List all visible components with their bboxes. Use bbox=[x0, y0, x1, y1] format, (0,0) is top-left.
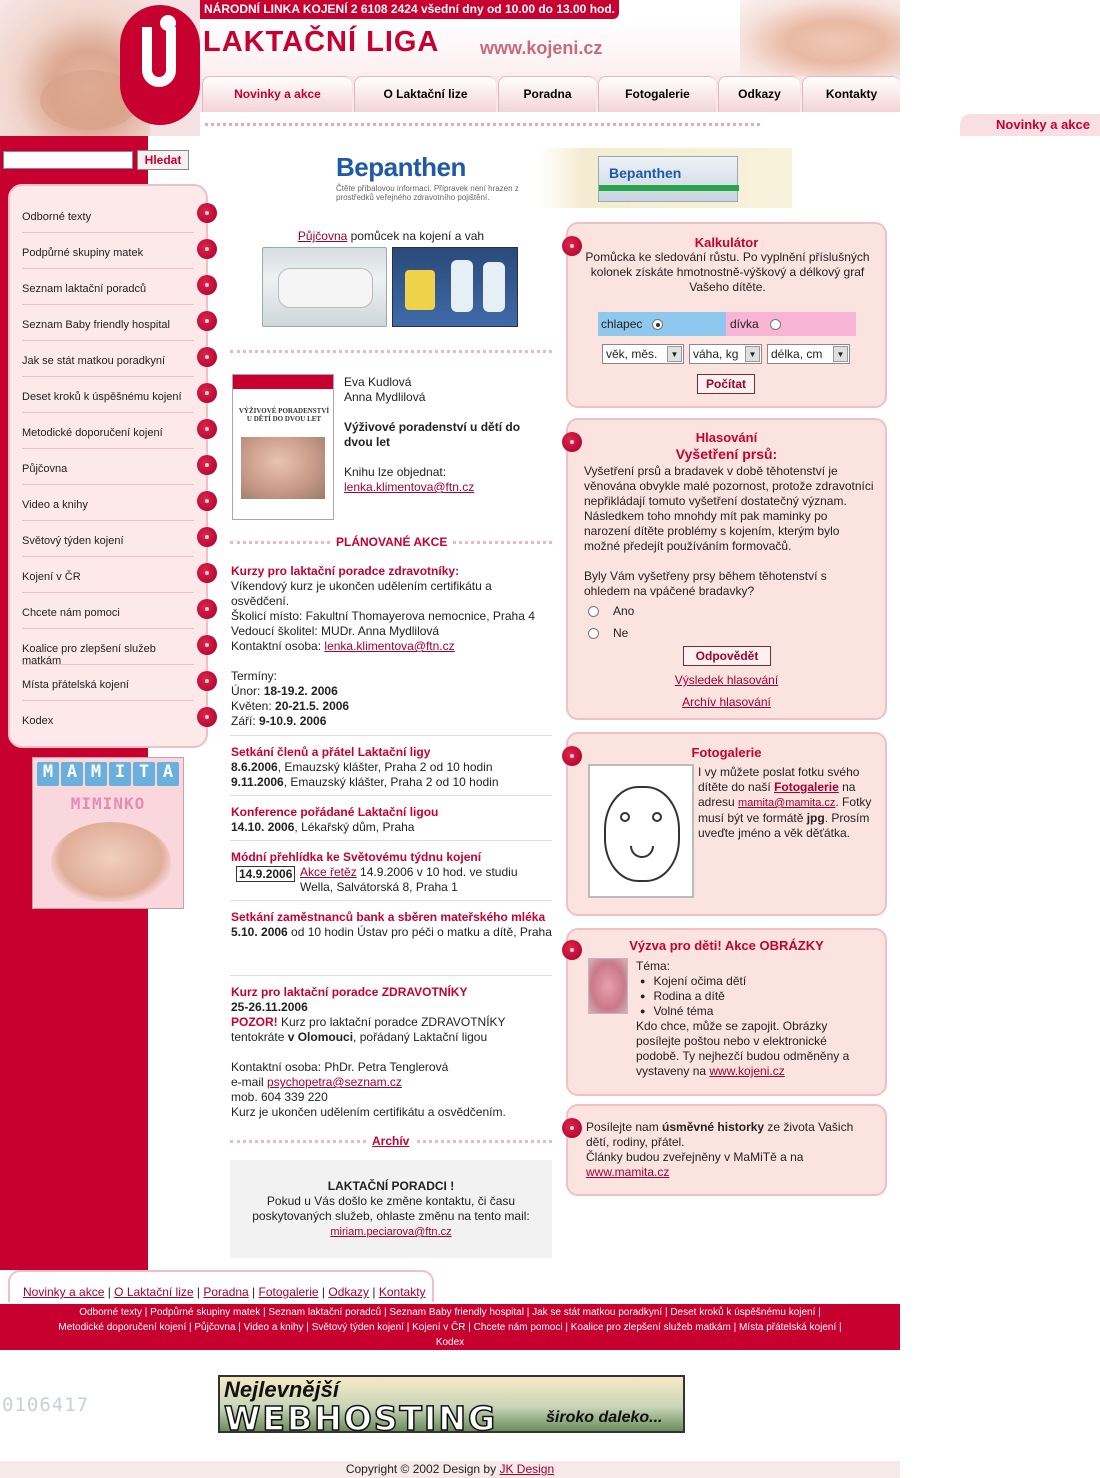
footer-link[interactable]: Seznam Baby friendly hospital bbox=[389, 1307, 524, 1318]
stories-box bbox=[566, 1104, 887, 1196]
event-title: Módní přehlídka ke Světovému týdnu kojení bbox=[231, 850, 482, 864]
calculate-button[interactable]: Počítat bbox=[697, 374, 755, 394]
banner-line: široko daleko... bbox=[546, 1409, 663, 1426]
poll-archive-link[interactable]: Archív hlasování bbox=[682, 695, 771, 709]
boy-radio[interactable] bbox=[652, 319, 663, 330]
chevron-down-icon: ▼ bbox=[745, 346, 760, 362]
list-item: ● Kojení očima dětí bbox=[636, 974, 866, 989]
weight-select[interactable] bbox=[689, 344, 762, 364]
dotted-divider bbox=[230, 350, 552, 353]
poll-option-yes[interactable] bbox=[588, 604, 634, 619]
event-date-badge: 14.9.2006 bbox=[236, 866, 295, 882]
weight-select-value: váha, kg bbox=[693, 347, 739, 361]
bepanthen-ad[interactable] bbox=[330, 148, 792, 208]
event-divider bbox=[230, 840, 552, 841]
rental-text: pomůcek na kojení a vah bbox=[347, 229, 485, 243]
sidebar-bullet-icon bbox=[197, 419, 217, 439]
ad-disclaimer: Čtěte příbalovou informaci. Přípravek není hrazen z prostředků veřejného zdravotního pojištění. bbox=[336, 184, 519, 202]
sketch-face bbox=[604, 786, 680, 882]
length-select-value: délka, cm bbox=[771, 347, 823, 361]
bepanthen-product-image bbox=[598, 156, 738, 202]
footer-link[interactable]: Poradna bbox=[203, 1285, 249, 1299]
footer-link[interactable]: Video a knihy bbox=[243, 1322, 304, 1333]
event-line bbox=[231, 760, 553, 775]
book-info bbox=[344, 375, 554, 495]
boy-label: chlapec bbox=[601, 317, 643, 331]
cover-title: VÝŽIVOVÉ PORADENSTVÍ U DĚTÍ DO DVOU LET bbox=[238, 407, 330, 423]
cover-photo bbox=[241, 437, 325, 499]
poll-result-link[interactable]: Výsledek hlasování bbox=[674, 673, 779, 687]
sidebar-item-metodicke[interactable]: Metodické doporučení kojení bbox=[22, 413, 194, 449]
pump-part bbox=[405, 270, 435, 310]
poll-subtitle: Vyšetření prsů: bbox=[675, 446, 778, 462]
gallery-link[interactable]: Fotogalerie bbox=[774, 780, 839, 794]
sketch-eye bbox=[620, 812, 630, 822]
stories-text-part: Posílejte nam bbox=[586, 1120, 663, 1134]
footer-link[interactable]: O Laktační lize bbox=[114, 1285, 194, 1299]
baby-photo bbox=[51, 822, 171, 902]
event-contact bbox=[231, 639, 553, 654]
sidebar-item-pujcovna[interactable]: Půjčovna bbox=[22, 449, 194, 485]
box-bullet-icon bbox=[562, 1118, 582, 1138]
baby-sketch-image[interactable] bbox=[588, 764, 694, 898]
gallery-email[interactable]: mamita@mamita.cz bbox=[738, 797, 836, 809]
event-line bbox=[231, 775, 553, 790]
event-text: Kurz je ukončen udělením certifikátu a osvědčením. bbox=[231, 1105, 506, 1119]
event-date: 8.6.2006 bbox=[231, 760, 278, 774]
event-title: Setkání členů a přátel Laktační ligy bbox=[231, 745, 431, 759]
event-milk-bank bbox=[231, 910, 553, 940]
sidebar-item-deset-kroku[interactable]: Deset kroků k úspěšnému kojení bbox=[22, 377, 194, 413]
term-date: 18-19.2. 2006 bbox=[263, 684, 338, 698]
tab-poradna[interactable]: Poradna bbox=[498, 76, 596, 112]
event-text: Kurz pro laktační poradce ZDRAVOTNÍKY bbox=[277, 1015, 506, 1029]
sidebar-bullet-icon bbox=[197, 203, 217, 223]
stories-link[interactable]: www.mamita.cz bbox=[586, 1165, 670, 1179]
footer-link[interactable]: Odborné texty bbox=[79, 1307, 143, 1318]
gallery-text-part: . Fotky musí být ve formátě bbox=[698, 795, 872, 825]
event-divider bbox=[230, 900, 552, 901]
calculator-text: Pomůcka ke sledování růstu. Po vyplnění příslušných kolonek získáte hmotnostně-výškový a délkový graf Vašeho dítěte. bbox=[585, 250, 870, 294]
current-section-label: Novinky a akce bbox=[960, 114, 1100, 136]
bepanthen-logo: Bepanthen bbox=[336, 152, 466, 182]
sidebar-item-koalice[interactable]: Koalice pro zlepšení služeb matkám bbox=[22, 629, 194, 665]
boy-option[interactable] bbox=[598, 312, 726, 336]
footer-link[interactable]: Metodické doporučení kojení bbox=[58, 1322, 187, 1333]
event-line bbox=[300, 865, 560, 895]
list-item: ● Volné téma bbox=[636, 1004, 866, 1019]
sidebar-bullet-icon bbox=[197, 707, 217, 727]
age-select[interactable] bbox=[602, 344, 684, 364]
term-month: Září: bbox=[231, 714, 260, 728]
sidebar-bullet-icon bbox=[197, 455, 217, 475]
gallery-title: Fotogalerie bbox=[691, 745, 762, 760]
footer-link[interactable]: Deset kroků k úspěšnému kojení bbox=[670, 1307, 816, 1318]
brand-title[interactable]: LAKTAČNÍ LIGA bbox=[203, 26, 440, 58]
pump-bottle bbox=[451, 260, 473, 312]
book-author: Eva Kudlová bbox=[344, 375, 412, 389]
tab-fotogalerie[interactable]: Fotogalerie bbox=[598, 76, 716, 112]
poll-text: Vyšetření prsů a bradavek v době těhotenství je věnována obvykle malé pozornost, protože zdravotníci nepřikládají tomuto vyšetření dostatečný význam. Následkem toho mnohdy mít pak maminky po narození dítěte problémy s kojením, kterým bylo možné předejít používáním formovačů. bbox=[584, 464, 874, 553]
sidebar-item-chcete-pomoci[interactable]: Chcete nám pomoci bbox=[22, 593, 194, 629]
sidebar-item-seznam-poradcu[interactable]: Seznam laktační poradců bbox=[22, 269, 194, 305]
event-title: Konference pořádané Laktační ligou bbox=[231, 805, 439, 819]
poll-title: Hlasování bbox=[695, 430, 758, 445]
logo-mark[interactable] bbox=[120, 5, 200, 125]
sidebar-bullet-icon bbox=[197, 275, 217, 295]
product-label: Bepanthen bbox=[609, 165, 682, 181]
main-nav bbox=[200, 76, 900, 112]
event-link[interactable]: Akce řetěz bbox=[300, 865, 357, 879]
event-term bbox=[231, 714, 553, 729]
call-link[interactable]: www.kojeni.cz bbox=[709, 1064, 785, 1078]
event-text: , pořádaný Laktační ligou bbox=[353, 1030, 488, 1044]
footer-link[interactable]: Místa přátelská kojení bbox=[738, 1322, 837, 1333]
hotline-banner: NÁRODNÍ LINKA KOJENÍ 2 6108 2424 všední dny od 10.00 do 13.00 hod. bbox=[200, 0, 619, 19]
event-place: v Olomouci bbox=[287, 1030, 354, 1044]
search-button[interactable]: Hledat bbox=[137, 150, 189, 170]
no-radio[interactable] bbox=[588, 628, 599, 639]
mamita-letter: M bbox=[85, 762, 107, 786]
call-text bbox=[636, 959, 866, 1079]
yes-radio[interactable] bbox=[588, 606, 599, 617]
gallery-text-part: na adresu bbox=[698, 780, 856, 809]
event-line bbox=[231, 1030, 553, 1045]
planned-events-heading: PLÁNOVANÉ AKCE bbox=[330, 535, 453, 549]
sidebar-bullet-icon bbox=[197, 491, 217, 511]
sidebar-bullet-icon bbox=[197, 239, 217, 259]
calculator-box bbox=[566, 222, 887, 408]
footer-link[interactable]: Fotogalerie bbox=[258, 1285, 319, 1299]
designer-link[interactable]: JK Design bbox=[499, 1462, 555, 1476]
book-order-label: Knihu lze objednat: bbox=[344, 465, 447, 479]
notice-email[interactable]: miriam.peciarova@ftn.cz bbox=[330, 1226, 452, 1238]
event-title: Kurzy pro laktační poradce zdravotníky: bbox=[231, 564, 460, 578]
event-course bbox=[231, 564, 553, 729]
section-strip bbox=[200, 112, 1090, 136]
event-text: od 10 hodin Ústav pro péči o matku a dítě, Praha bbox=[287, 925, 552, 939]
cover-top-bar bbox=[233, 375, 333, 389]
archive-link[interactable]: Archív bbox=[366, 1134, 415, 1148]
spacer bbox=[231, 654, 553, 669]
girl-label: dívka bbox=[730, 317, 759, 331]
mamita-letter: A bbox=[61, 762, 83, 786]
event-date: 9.11.2006 bbox=[231, 775, 284, 789]
poll-box bbox=[566, 418, 887, 720]
rental-line bbox=[230, 229, 552, 243]
tab-kontakty[interactable]: Kontakty bbox=[802, 76, 900, 112]
event-contact-label: Kontaktní osoba: bbox=[231, 639, 325, 653]
call-box bbox=[566, 928, 887, 1096]
book-author: Anna Mydlilová bbox=[344, 390, 426, 404]
footer-link[interactable]: Kodex bbox=[435, 1337, 465, 1348]
event-title: Kurz pro laktační poradce ZDRAVOTNÍKY bbox=[231, 985, 468, 999]
event-text: , Emauzský klášter, Praha 2 od 10 hodin bbox=[277, 760, 493, 774]
footer-link[interactable]: Novinky a akce bbox=[23, 1285, 105, 1299]
footer-link[interactable]: Kojení v ČR bbox=[412, 1322, 466, 1333]
sidebar-item-matkou-poradkyni[interactable]: Jak se stát matkou poradkyní bbox=[22, 341, 194, 377]
child-drawing-image[interactable] bbox=[588, 958, 628, 1014]
event-line bbox=[231, 820, 553, 835]
mamita-banner[interactable] bbox=[32, 757, 184, 909]
tab-o-laktacni-lize[interactable]: O Laktační lize bbox=[354, 76, 496, 112]
poll-question: Byly Vám vyšetřeny prsy během těhotenství s ohledem na vpáčené bradavky? bbox=[584, 569, 827, 598]
event-text: , Emauzský klášter, Praha 2 od 10 hodin bbox=[283, 775, 499, 789]
sidebar-menu bbox=[8, 184, 208, 748]
breast-pump-image[interactable] bbox=[392, 247, 518, 327]
mamita-letter: T bbox=[133, 762, 155, 786]
footer-link[interactable]: Podpůrné skupiny matek bbox=[150, 1307, 261, 1318]
event-date: 14.10. 2006 bbox=[231, 820, 295, 834]
event-divider bbox=[230, 735, 552, 736]
sidebar-bullet-icon bbox=[197, 671, 217, 691]
event-text: Vedoucí školitel: MUDr. Anna Mydlilová bbox=[231, 624, 440, 638]
event-date: 25-26.11.2006 bbox=[231, 1000, 308, 1014]
event-email-label: e-mail bbox=[231, 1075, 268, 1089]
footer-link[interactable]: Světový týden kojení bbox=[311, 1322, 404, 1333]
notice-box bbox=[230, 1160, 552, 1258]
sidebar-bullet-icon bbox=[197, 311, 217, 331]
scale-shape bbox=[278, 268, 373, 308]
gallery-format: jpg bbox=[806, 811, 825, 825]
gallery-text-part: . Prosím uveďte jméno a věk děťátka. bbox=[698, 811, 870, 840]
baby-scale-image[interactable] bbox=[262, 247, 387, 327]
call-title: Výzva pro děti! Akce OBRÁZKY bbox=[629, 938, 824, 953]
yes-label: Ano bbox=[613, 604, 635, 618]
event-text: 14.9.2006 v 10 hod. ve studiu bbox=[356, 865, 518, 879]
term-date: 20-21.5. 2006 bbox=[275, 699, 350, 713]
notice-text: Pokud u Vás došlo ke změne kontaktu, či času poskytovaných služeb, ohlaste změnu na tento mail: bbox=[252, 1194, 530, 1223]
pump-bottle bbox=[483, 262, 505, 312]
webhosting-banner[interactable] bbox=[218, 1375, 685, 1438]
logo-j bbox=[142, 27, 176, 87]
call-body: Kdo chce, může se zapojit. Obrázky posílejte poštou nebo v elektronické podobě. Ty nejhezčí budou odměněny a vystaveny na bbox=[636, 1019, 850, 1078]
sidebar-bullet-icon bbox=[197, 527, 217, 547]
stories-text bbox=[586, 1120, 876, 1180]
stories-bold: úsměvné historky bbox=[662, 1120, 765, 1134]
sidebar-item-video-knihy[interactable]: Video a knihy bbox=[22, 485, 194, 521]
footer-link[interactable]: Jak se stát matkou poradkyní bbox=[532, 1307, 663, 1318]
tab-novinky[interactable]: Novinky a akce bbox=[202, 76, 352, 112]
event-meeting bbox=[231, 745, 553, 790]
tab-odkazy[interactable]: Odkazy bbox=[718, 76, 800, 112]
event-line bbox=[231, 925, 553, 940]
search-input[interactable] bbox=[3, 151, 133, 169]
no-label: Ne bbox=[613, 626, 629, 640]
mamita-letter: I bbox=[109, 762, 131, 786]
event-email-line bbox=[231, 1075, 553, 1090]
sidebar-item-baby-friendly[interactable]: Seznam Baby friendly hospital bbox=[22, 305, 194, 341]
mamita-letter: M bbox=[37, 762, 59, 786]
product-stripe bbox=[599, 185, 739, 191]
miminko-label: MIMINKO bbox=[70, 794, 146, 813]
sidebar-item-kojeni-v-cr[interactable]: Kojení v ČR bbox=[22, 557, 194, 593]
event-phone: mob. 604 339 220 bbox=[231, 1090, 328, 1104]
length-select[interactable] bbox=[767, 344, 850, 364]
sidebar-bullet-icon bbox=[197, 347, 217, 367]
copyright-text: Copyright © 2002 Design by bbox=[345, 1462, 500, 1476]
gallery-box bbox=[566, 732, 887, 916]
event-text: , Lékařský dům, Praha bbox=[294, 820, 415, 834]
footer-link[interactable]: Koalice pro zlepšení služeb matkám bbox=[570, 1322, 731, 1333]
sidebar-item-podpurne-skupiny[interactable]: Podpůrné skupiny matek bbox=[22, 233, 194, 269]
footer-link[interactable]: Odkazy bbox=[328, 1285, 370, 1299]
visit-counter: 0106417 bbox=[2, 1394, 90, 1416]
chevron-down-icon: ▼ bbox=[667, 346, 682, 362]
event-email-link[interactable]: psychopetra@seznam.cz bbox=[267, 1075, 402, 1089]
event-body bbox=[231, 865, 553, 895]
term-month: Únor: bbox=[231, 684, 264, 698]
event-text: Víkendový kurz je ukončen udělením certifikátu a osvědčení. bbox=[231, 579, 492, 608]
event-contact-email[interactable]: lenka.klimentova@ftn.cz bbox=[324, 639, 455, 653]
rental-link[interactable]: Půjčovna bbox=[297, 229, 348, 243]
chevron-down-icon: ▼ bbox=[833, 346, 848, 362]
copyright bbox=[0, 1461, 900, 1478]
sidebar-item-mista-pratelska[interactable]: Místa přátelská kojení bbox=[22, 665, 194, 701]
stories-text-part: Články budou zveřejněny v MaMiTě a na bbox=[586, 1150, 804, 1164]
search-bar bbox=[0, 148, 200, 172]
event-text: tentokráte bbox=[231, 1030, 288, 1044]
footer-link[interactable]: Chcete nám pomoci bbox=[473, 1322, 563, 1333]
gallery-text-part: I vy můžete poslat fotku svého dítěte do naší bbox=[698, 765, 860, 794]
event-title: Setkání zaměstnanců bank a sběren mateřského mléka bbox=[231, 910, 546, 924]
banner-line: WEBHOSTING bbox=[224, 1399, 498, 1438]
vote-button[interactable]: Odpovědět bbox=[683, 646, 771, 666]
footer-link[interactable]: Půjčovna bbox=[194, 1322, 236, 1333]
event-line bbox=[231, 1015, 553, 1030]
poll-option-no[interactable] bbox=[588, 626, 628, 641]
term-date: 9-10.9. 2006 bbox=[259, 714, 327, 728]
header-baby-photo bbox=[740, 0, 900, 76]
call-theme-list bbox=[636, 974, 866, 1019]
call-theme-label: Téma: bbox=[636, 959, 671, 973]
event-fashion-show bbox=[231, 850, 553, 895]
event-divider bbox=[230, 975, 552, 976]
brand-url[interactable]: www.kojeni.cz bbox=[480, 38, 603, 58]
event-text: Wella, Salvátorská 8, Praha 1 bbox=[300, 880, 458, 894]
book-order-email[interactable]: lenka.klimentova@ftn.cz bbox=[344, 480, 475, 494]
event-terms-label: Termíny: bbox=[231, 669, 278, 683]
event-divider bbox=[230, 795, 552, 796]
event-warning: POZOR! bbox=[231, 1015, 278, 1029]
event-conference bbox=[231, 805, 553, 835]
girl-option[interactable] bbox=[726, 312, 856, 336]
dotted-divider bbox=[205, 123, 760, 126]
sidebar-item-kodex[interactable]: Kodex bbox=[22, 715, 54, 727]
age-select-value: věk, měs. bbox=[606, 347, 658, 361]
sidebar-bullet-icon bbox=[197, 599, 217, 619]
event-term bbox=[231, 699, 553, 714]
event-date: 5.10. 2006 bbox=[231, 925, 288, 939]
event-course-olomouc bbox=[231, 985, 553, 1120]
sidebar-bullet-icon bbox=[197, 635, 217, 655]
footer-nav: Novinky a akce | O Laktační lize | Poradna | Fotogalerie | Odkazy | Kontakty bbox=[8, 1270, 434, 1302]
mamita-letter: A bbox=[157, 762, 179, 786]
list-item: ● Rodina a dítě bbox=[636, 989, 866, 1004]
girl-radio[interactable] bbox=[770, 319, 781, 330]
mamita-logo bbox=[33, 762, 183, 786]
gallery-text bbox=[698, 765, 878, 841]
term-month: Květen: bbox=[231, 699, 276, 713]
sidebar-bullet-icon bbox=[197, 563, 217, 583]
sketch-eye bbox=[652, 812, 662, 822]
book-title: Výživové poradenství u dětí do dvou let bbox=[344, 420, 521, 449]
event-term bbox=[231, 684, 553, 699]
sidebar-item-odborne-texty[interactable]: Odborné texty bbox=[22, 197, 194, 233]
sidebar-item-svetovy-tyden[interactable]: Světový týden kojení bbox=[22, 521, 194, 557]
footer-link[interactable]: Seznam laktační poradců bbox=[268, 1307, 382, 1318]
banner-line: Nejlevnější bbox=[224, 1377, 339, 1402]
stories-text-part: ze života Vašich dětí, rodiny, přátel. bbox=[586, 1120, 854, 1149]
footer-link[interactable]: Kontakty bbox=[378, 1285, 426, 1299]
footer-links-bar: Odborné texty | Podpůrné skupiny matek | Seznam laktační poradců | Seznam Baby friendly hospital | Jak se stát matkou poradkyní | Deset kroků k úspěšnému kojení | Metodické doporučení kojení | Půjčovna | Video a knihy | Světový týden kojení | Kojení v ČR | Chcete nám pomoci | Koalice pro zlepšení služeb matkám | Místa přátelská kojení | Kodex bbox=[0, 1304, 900, 1350]
calculator-title: Kalkulátor bbox=[694, 235, 759, 250]
book-cover-image[interactable] bbox=[232, 374, 334, 520]
event-contact: Kontaktní osoba: PhDr. Petra Tenglerová bbox=[231, 1060, 449, 1074]
event-text: Školicí místo: Fakultní Thomayerova nemocnice, Praha 4 bbox=[231, 609, 535, 623]
notice-title: LAKTAČNÍ PORADCI ! bbox=[327, 1179, 455, 1193]
sidebar-bullet-icon bbox=[197, 383, 217, 403]
spacer bbox=[231, 1045, 553, 1060]
